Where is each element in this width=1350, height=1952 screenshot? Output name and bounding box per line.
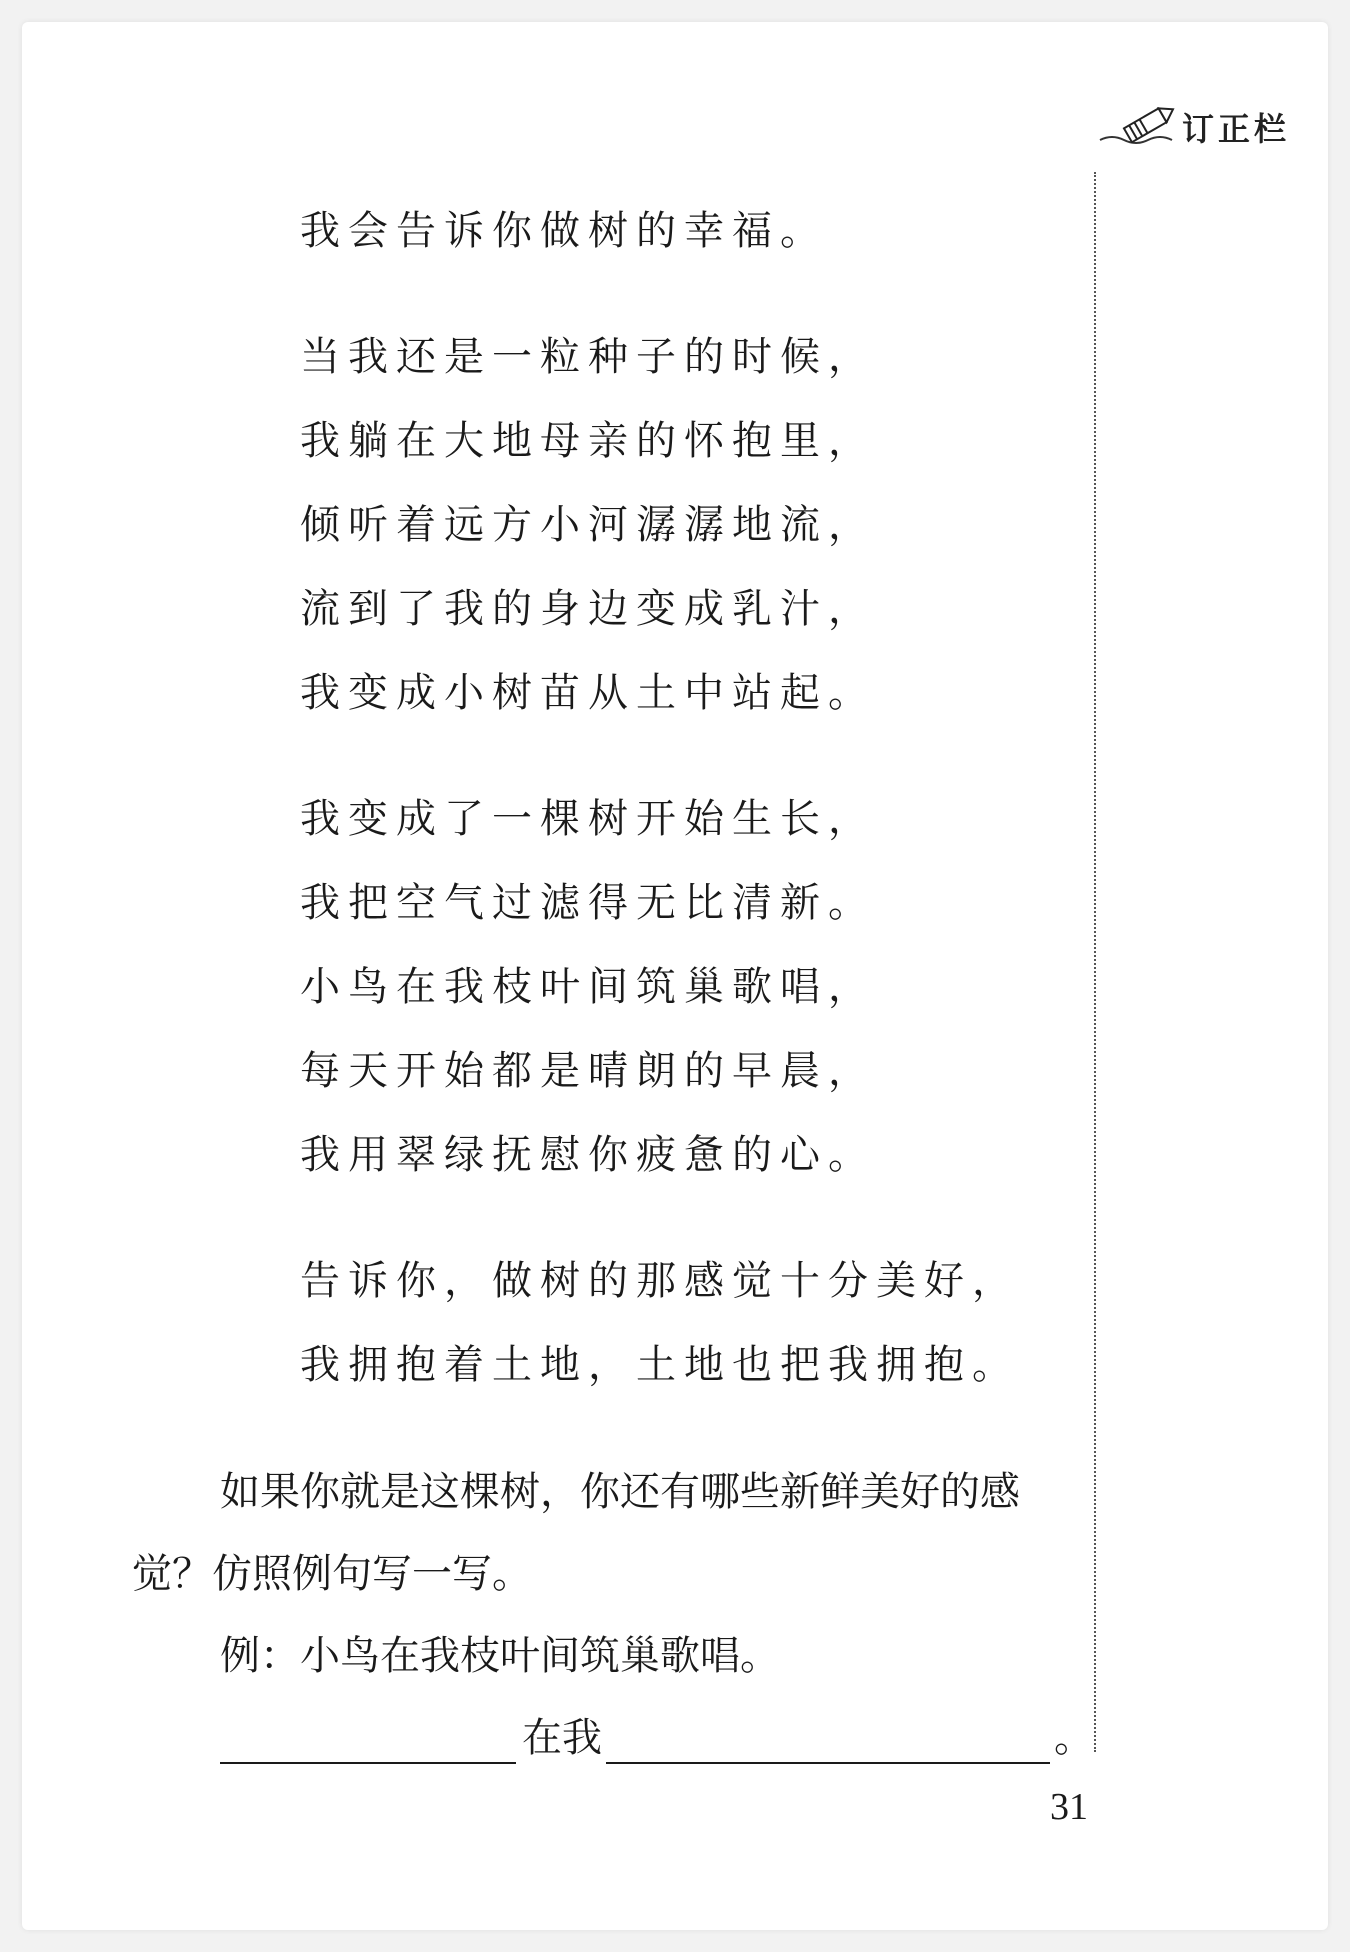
poem-line: 每天开始都是晴朗的早晨， (300, 1048, 876, 1094)
answer-blank-2[interactable] (606, 1762, 1050, 1764)
page-number: 31 (1050, 1786, 1088, 1828)
correction-column-header (1098, 96, 1318, 156)
correction-column-divider (1094, 172, 1096, 1752)
poem-line: 流到了我的身边变成乳汁， (300, 586, 876, 632)
poem-line: 我会告诉你做树的幸福。 (300, 208, 828, 254)
correction-column-label: 订正栏 (1182, 110, 1291, 148)
poem-line: 倾听着远方小河潺潺地流， (300, 502, 876, 548)
answer-fill-middle: 在我 (522, 1715, 602, 1761)
poem-line: 当我还是一粒种子的时候， (300, 334, 876, 380)
pencil-icon (1098, 96, 1182, 156)
poem-line: 小鸟在我枝叶间筑巢歌唱， (300, 964, 876, 1010)
poem-line: 告诉你，做树的那感觉十分美好， (300, 1258, 1020, 1304)
question-line-1: 如果你就是这棵树，你还有哪些新鲜美好的感 (220, 1469, 1020, 1515)
poem-line: 我变成了一棵树开始生长， (300, 796, 876, 842)
question-line-2: 觉？仿照例句写一写。 (132, 1551, 532, 1597)
poem-line: 我用翠绿抚慰你疲惫的心。 (300, 1132, 876, 1178)
answer-fill-end: 。 (1054, 1715, 1094, 1761)
answer-blank-1[interactable] (220, 1762, 516, 1764)
poem-line: 我把空气过滤得无比清新。 (300, 880, 876, 926)
poem-line: 我躺在大地母亲的怀抱里， (300, 418, 876, 464)
example-sentence: 例：小鸟在我枝叶间筑巢歌唱。 (220, 1633, 780, 1679)
poem-line: 我拥抱着土地，土地也把我拥抱。 (300, 1342, 1020, 1388)
poem-line: 我变成小树苗从土中站起。 (300, 670, 876, 716)
